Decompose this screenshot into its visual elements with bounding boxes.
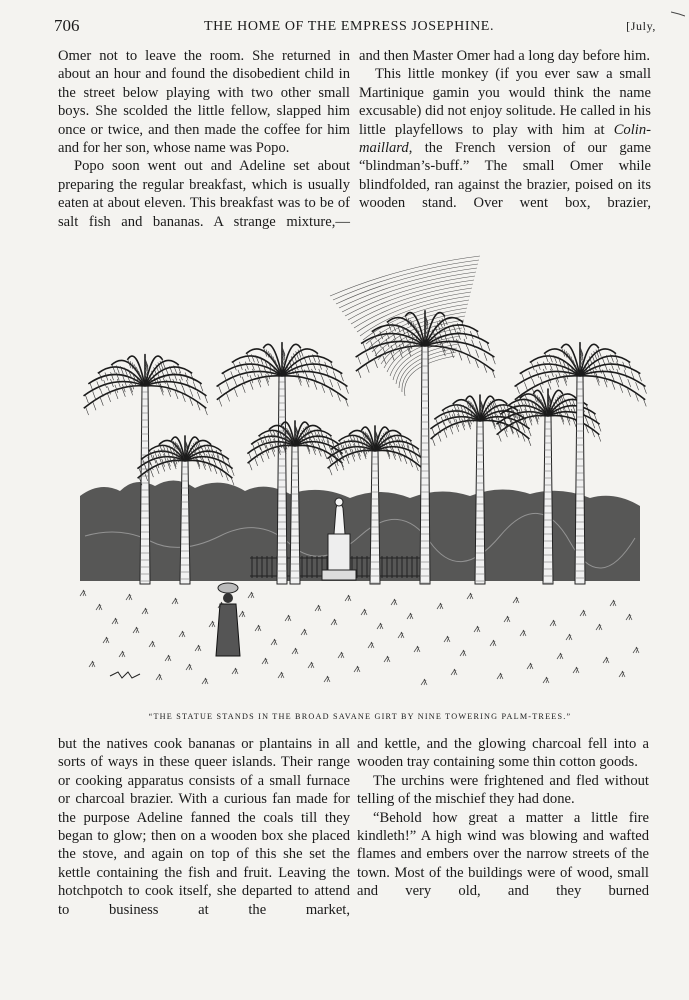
text-run: , the French version of our game “blindman’s-buff.” The small Omer while blindfolded, ran against the brazier, poised on its wooden stand. Over went box, brazier, [359,140,651,212]
paragraph: Omer not to leave the room. She returned in about an hour and found the disobedient child in the street below playing with two other small boys. She scolded the little fellow, slapped him once or twice, and then made the coffee for him and for her son, whose name was Popo. [58,48,350,157]
text-run: This little monkey (if you ever saw a small Martinique gamin you would think the name excusable) did not enjoy solitude. He called in his little playfellows to play with him at [359,66,651,138]
paragraph: but the natives cook bananas or plantains in all sorts of ways in these queer islands. Their range or cooking apparatus consists of a small furnace or charcoal brazier. With a curious fan made for the purpose Adeline fanned the coals till they began to glow; then on a wooden box she placed the stove, and again on top of this she set the kettle containing the fish and fruit. Leaving the hotchpotch to cook itself, she departed to attend to business at the market, [58,736,350,918]
page-number: 706 [54,16,80,35]
background-foliage [80,480,640,581]
month-label: [July, [626,19,656,33]
running-header [54,14,656,40]
column-top-left [58,47,350,231]
paragraph [359,65,651,212]
paragraph: and kettle, and the glowing charcoal fell into a wooden tray containing some thin cotton goods. [357,736,649,771]
palm-tree-illustration [60,236,652,702]
paragraph: The urchins were frightened and fled without telling of the mischief they had done. [357,772,649,808]
corner-mark [671,4,685,10]
column-bottom-right [357,735,649,901]
sky-hatching [330,256,480,396]
engraving [60,236,652,702]
column-top-right [359,47,651,213]
italic-term: Colin-maillard [359,121,651,157]
running-title: THE HOME OF THE EMPRESS JOSEPHINE. [204,19,495,34]
artist-signature [110,672,140,678]
paragraph: Popo soon went out and Adeline set about preparing the regular breakfast, which is usually eaten at about eleven. This breakfast was to be of salt fish and bananas. A strange mixture,— [58,158,350,230]
illustration-caption: “THE STATUE STANDS IN THE BROAD SAVANE GIRT BY NINE TOWERING PALM-TREES.” [148,712,572,721]
paragraph: and then Master Omer had a long day before him. [359,48,650,64]
woman-with-basket [216,583,240,656]
ground-grass [80,590,639,685]
paragraph: “Behold how great a matter a little fire kindleth!” A high wind was blowing and wafted flames and embers over the narrow streets of the town. Most of the buildings were of wood, small and very old, and they burned [357,809,649,900]
column-bottom-left [58,735,350,919]
